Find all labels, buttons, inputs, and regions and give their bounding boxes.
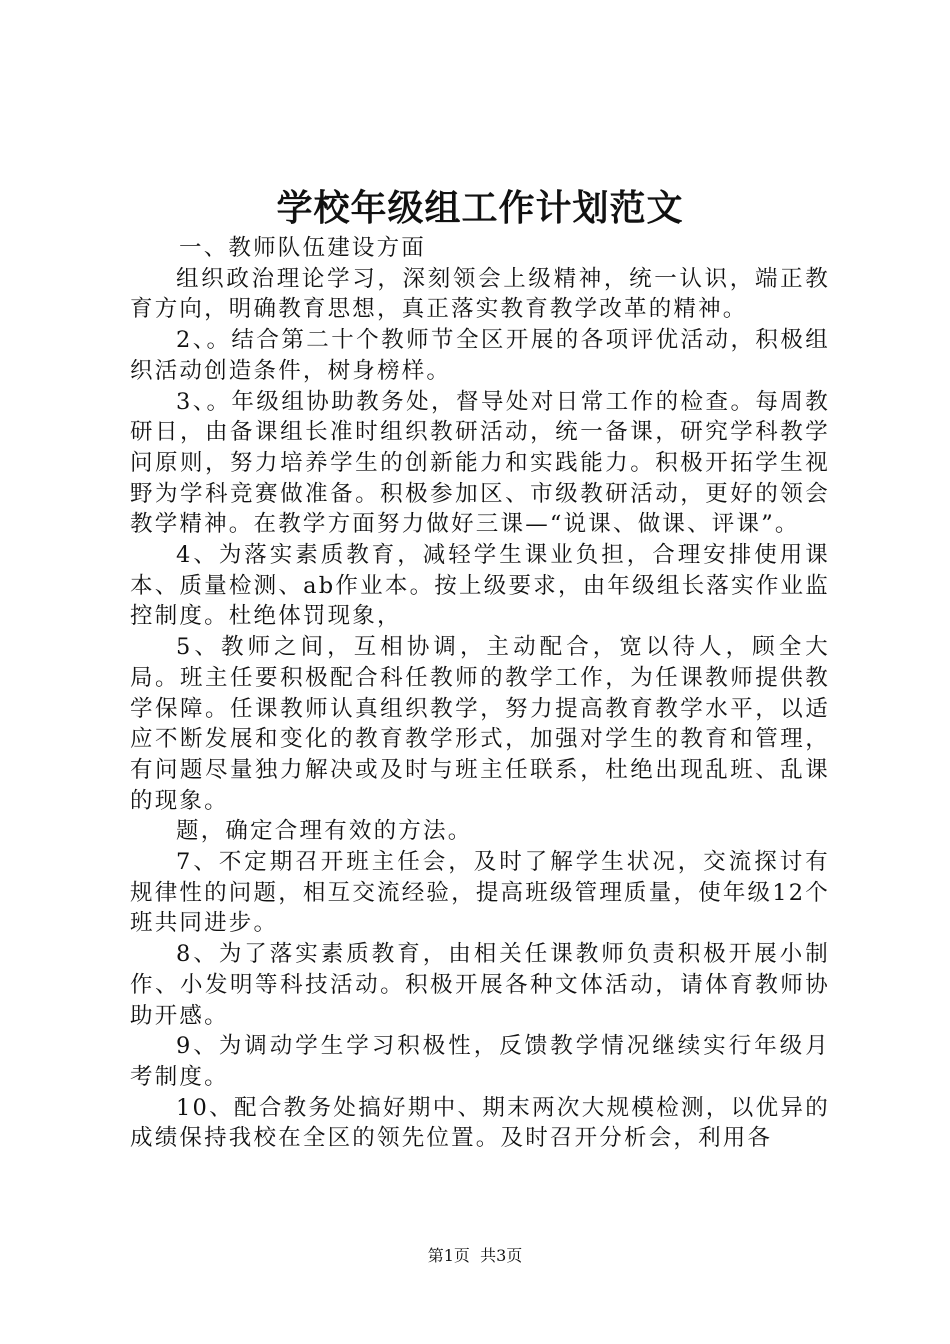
paragraph-3: 3、。年级组协助教务处，督导处对日常工作的检查。每周教研日，由备课组长准时组织教研活动，统一备课，研究学科教学问原则，努力培养学生的创新能力和实践能力。积极开拓学生视野为学科竞赛做准备。积极参加区、市级教研活动，更好的领会教学精神。在教学方面努力做好三课—“说课、做课、评课”。 (130, 388, 830, 538)
paragraph-9: 9、为调动学生学习积极性，反馈教学情况继续实行年级月考制度。 (130, 1033, 830, 1090)
paragraph-0: 一、教师队伍建设方面 (179, 235, 427, 261)
document-body (130, 233, 830, 1154)
paragraph-10: 10、配合教务处搞好期中、期末两次大规模检测，以优异的成绩保持我校在全区的领先位置。及时召开分析会，利用各 (130, 1094, 830, 1152)
paragraph-4: 4、为落实素质教育，减轻学生课业负担，合理安排使用课本、质量检测、ab作业本。按上级要求，由年级组长落实作业监控制度。杜绝体罚现象， (130, 542, 830, 630)
footer-spacer (470, 1246, 480, 1265)
paragraph-1: 组织政治理论学习，深刻领会上级精神，统一认识，端正教育方向，明确教育思想，真正落实教育教学改革的精神。 (130, 265, 830, 323)
page-total: 共3页 (480, 1246, 523, 1265)
paragraph-8: 8、为了落实素质教育，由相关任课教师负责积极开展小制作、小发明等科技活动。积极开展各种文体活动，请体育教师协助开感。 (130, 941, 830, 1029)
paragraph-7: 7、不定期召开班主任会，及时了解学生状况，交流探讨有规律性的问题，相互交流经验，提高班级管理质量，使年级12个班共同进步。 (130, 849, 830, 937)
paragraph-5: 5、教师之间，互相协调，主动配合，宽以待人，顾全大局。班主任要积极配合科任教师的教学工作，为任课教师提供教学保障。任课教师认真组织教学，努力提高教育教学水平，以适应不断发展和变化的教育教学形式，加强对学生的教育和管理，有问题尽量独力解决或及时与班主任联系，杜绝出现乱班、乱课的现象。 (130, 634, 830, 814)
paragraph-2: 2、。结合第二十个教师节全区开展的各项评优活动，积极组织活动创造条件，树身榜样。 (130, 327, 830, 384)
page-number: 第1页 (427, 1246, 470, 1265)
document-title: 学校年级组工作计划范文 (276, 187, 684, 229)
page-footer (0, 1245, 950, 1267)
paragraph-6: 题，确定合理有效的方法。 (176, 818, 473, 845)
